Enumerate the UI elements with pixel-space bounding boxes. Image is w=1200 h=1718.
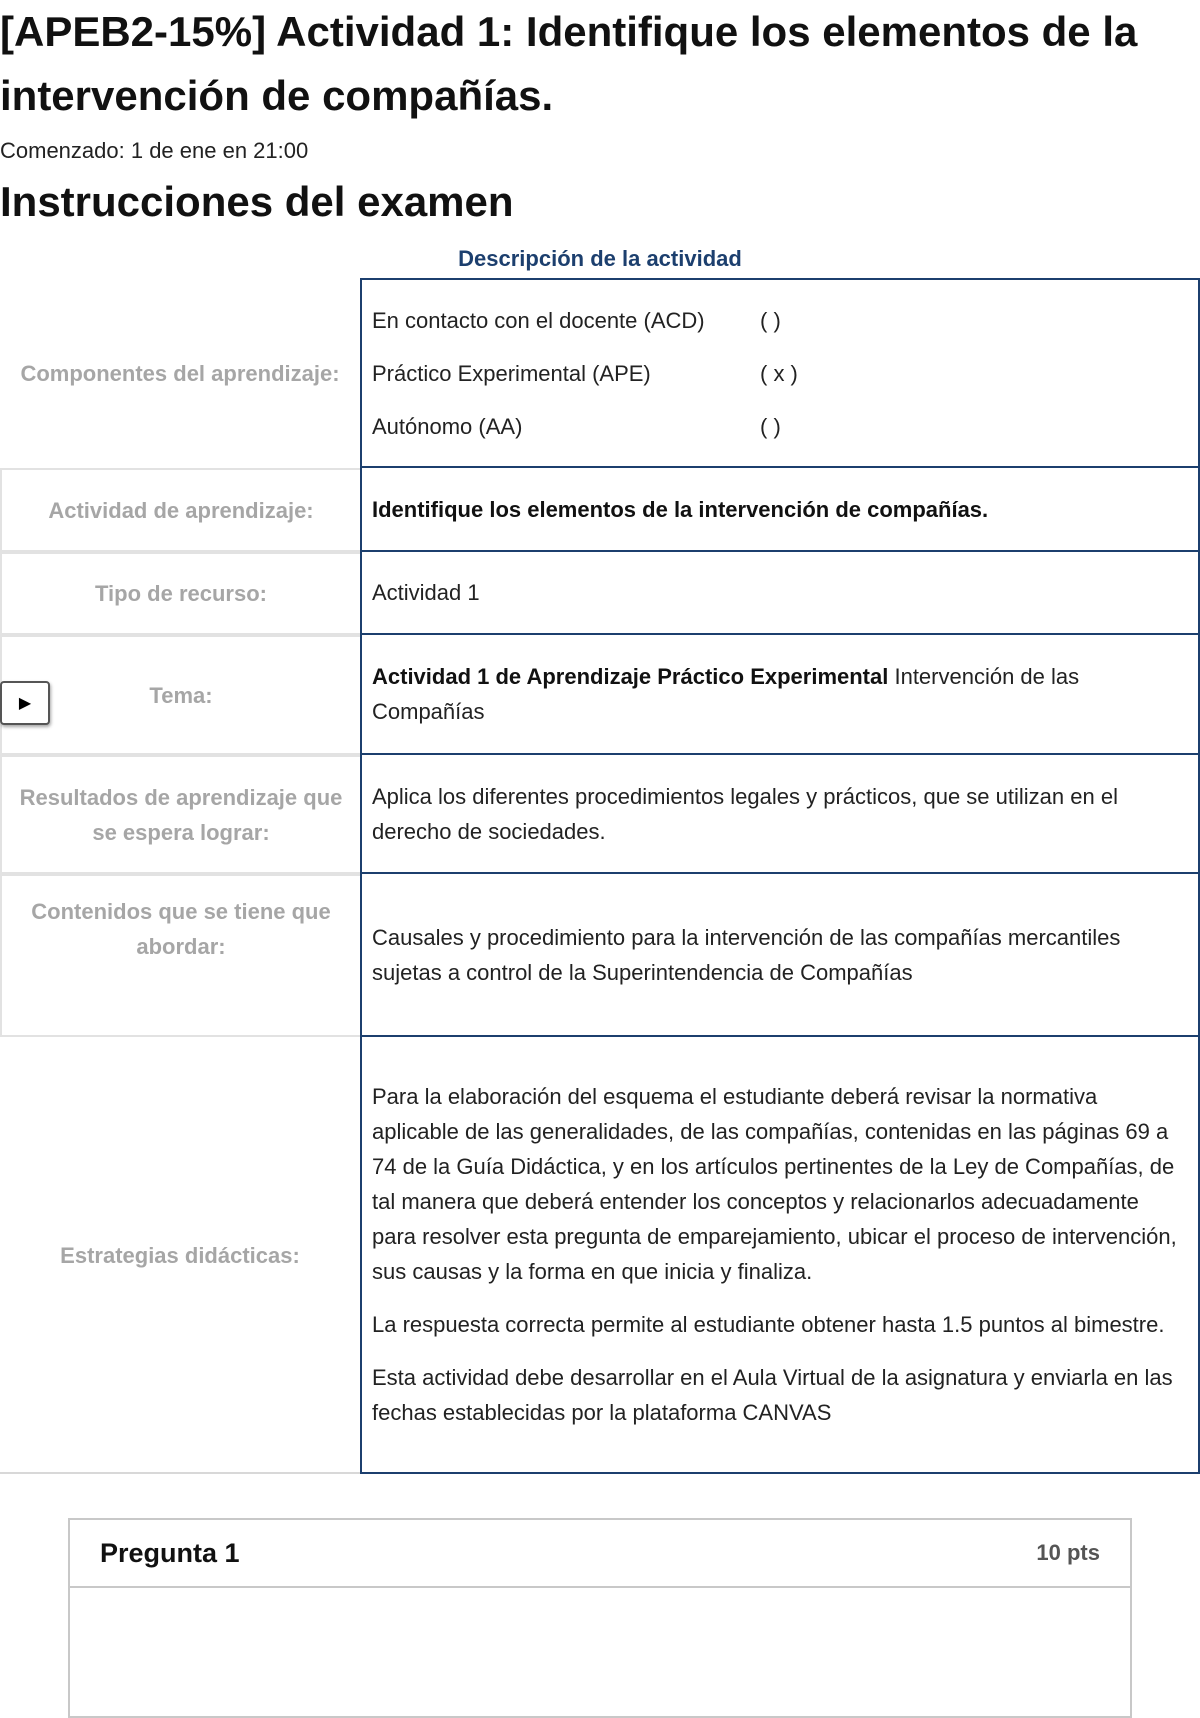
table-row-topic	[0, 635, 1200, 755]
contents-label: Contenidos que se tiene que abordar:	[0, 874, 360, 1037]
component-name: En contacto con el docente (ACD)	[372, 307, 705, 333]
topic-bold: Actividad 1 de Aprendizaje Práctico Experimental	[372, 664, 889, 689]
results-cell	[360, 755, 1200, 874]
page-title: [APEB2-15%] Actividad 1: Identifique los elementos de la intervención de compañías.	[0, 8, 1138, 119]
strategies-paragraph: Esta actividad debe desarrollar en el Aula Virtual de la asignatura y enviarla en las fechas establecidas por la plataforma CANVAS	[372, 1365, 1173, 1425]
components-label: Componentes del aprendizaje:	[20, 360, 340, 386]
resource-value: Actividad 1	[372, 580, 480, 605]
question-card	[68, 1518, 1132, 1718]
contents-cell	[360, 874, 1200, 1037]
strategies-cell	[360, 1037, 1200, 1474]
components-cell	[360, 278, 1200, 468]
activity-value: Identifique los elementos de la intervención de compañías.	[372, 496, 989, 522]
results-value: Aplica los diferentes procedimientos legales y prácticos, que se utilizan en el derecho de sociedades.	[372, 783, 1118, 844]
topic-cell	[360, 635, 1200, 755]
table-row-results	[0, 755, 1200, 874]
activity-table	[0, 278, 1200, 1474]
component-name: Práctico Experimental (APE)	[372, 360, 651, 386]
strategies-label: Estrategias didácticas:	[60, 1243, 300, 1268]
component-aa	[372, 400, 1188, 453]
strategies-paragraph: La respuesta correcta permite al estudiante obtener hasta 1.5 puntos al bimestre.	[372, 1312, 1165, 1337]
question-title: Pregunta 1	[100, 1537, 240, 1568]
topic-label: Tema:	[0, 635, 360, 755]
table-row-strategies	[0, 1037, 1200, 1474]
question-points: 10 pts	[1036, 1540, 1100, 1565]
component-name: Autónomo (AA)	[372, 413, 523, 439]
resource-label: Tipo de recurso:	[0, 552, 360, 635]
component-mark: ( )	[760, 413, 781, 439]
play-button[interactable]	[0, 681, 50, 725]
table-row-components	[0, 278, 1200, 468]
component-ape	[372, 347, 1188, 400]
contents-value: Causales y procedimiento para la intervención de las compañías mercantiles sujetas a control de la Superintendencia de Compañías	[372, 924, 1121, 985]
instructions-heading: Instrucciones del examen	[0, 178, 514, 225]
started-timestamp: Comenzado: 1 de ene en 21:00	[0, 138, 309, 163]
component-mark: ( x )	[760, 360, 798, 386]
table-row-contents	[0, 874, 1200, 1037]
question-header	[70, 1520, 1130, 1588]
topic-text	[372, 659, 1188, 729]
play-icon: ▶	[18, 695, 32, 712]
resource-cell	[360, 552, 1200, 635]
component-mark: ( )	[760, 307, 781, 333]
table-caption: Descripción de la actividad	[458, 246, 742, 271]
table-row-resource	[0, 552, 1200, 635]
component-acd	[372, 294, 1188, 347]
activity-label: Actividad de aprendizaje:	[0, 468, 360, 552]
topic-rest: Intervención de las Compañías	[372, 664, 1080, 724]
strategies-paragraph: Para la elaboración del esquema el estudiante deberá revisar la normativa aplicable de las generalidades, de las compañías, contenidas en las páginas 69 a 74 de la Guía Didáctica, y en los artículos pertinentes de la Ley de Compañías, de tal manera que deberá entender los conceptos y relacionarlos adecuadamente para resolver esta pregunta de emparejamiento, ubicar el proceso de intervención, sus causas y la forma en que inicia y finaliza.	[372, 1084, 1177, 1284]
table-row-activity	[0, 468, 1200, 552]
results-label: Resultados de aprendizaje que se espera lograr:	[0, 755, 360, 874]
activity-cell	[360, 468, 1200, 552]
table-bottom-divider	[0, 1472, 360, 1474]
